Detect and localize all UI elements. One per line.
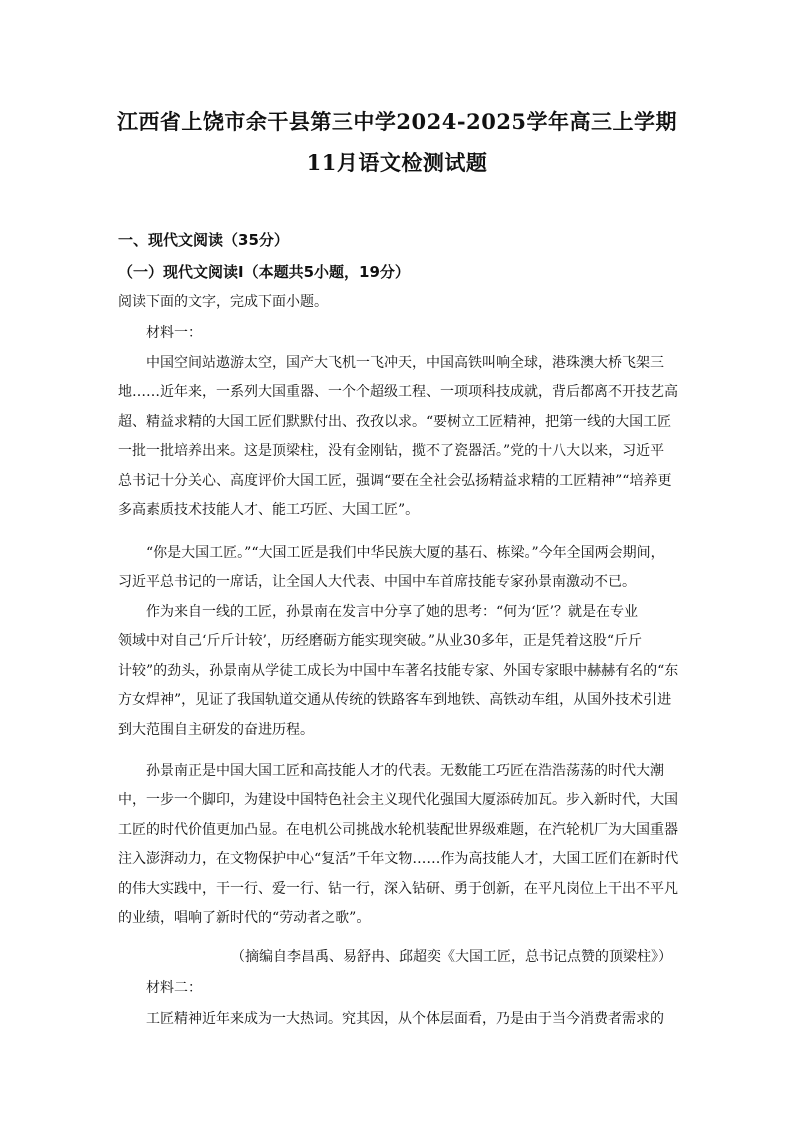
paragraph-line: 中，一步一个脚印，为建设中国特色社会主义现代化强国大厦添砖加瓦。步入新时代，大国 — [118, 792, 678, 809]
paragraph-line: 中国空间站遨游太空，国产大飞机一飞冲天，中国高铁叫响全球，港珠澳大桥飞架三 — [146, 355, 664, 371]
paragraph-line: 到大范围自主研发的奋进历程。 — [118, 721, 314, 738]
document-title-line2: 11月语文检测试题 — [306, 150, 488, 175]
subsection-heading: （一）现代文阅读Ⅰ（本题共5小题，19分） — [118, 263, 410, 281]
paragraph-line: 方女焊神”，见证了我国轨道交通从传统的铁路客车到地铁、高铁动车组，从国外技术引进 — [118, 692, 672, 709]
paragraph-line: “你是大国工匠。”“大国工匠是我们中华民族大厦的基石、栋梁。”今年全国两会期间， — [146, 545, 665, 561]
material1-paragraph-4 — [118, 757, 678, 933]
paragraph-line: 作为来自一线的工匠，孙景南在发言中分享了她的思考：“何为‘匠’？就是在专业 — [146, 604, 639, 620]
material2-label: 材料二： — [146, 980, 202, 996]
paragraph-line: 计较”的劲头，孙景南从学徒工成长为中国中车著名技能专家、外国专家眼中赫赫有名的“东 — [118, 662, 678, 679]
material1-label: 材料一： — [146, 325, 202, 341]
material1-paragraph-3 — [118, 598, 678, 745]
paragraph-line: 注入澎湃动力，在文物保护中心“复活”千年文物……作为高技能人才，大国工匠们在新时代 — [118, 851, 678, 868]
paragraph-line: 的伟大实践中，干一行、爱一行、钻一行，深入钻研、勇于创新，在平凡岗位上干出不平凡 — [118, 880, 678, 897]
section-heading: 一、现代文阅读（35分） — [118, 231, 289, 249]
material2-paragraph-1 — [118, 1005, 678, 1034]
material1-paragraph-2 — [118, 539, 678, 598]
paragraph-line: 工匠精神近年来成为一大热词。究其因，从个体层面看，乃是由于当今消费者需求的 — [146, 1011, 664, 1027]
material1-source: （摘编自李昌禹、易舒冉、邱超奕《大国工匠，总书记点赞的顶梁柱》） — [231, 949, 672, 965]
paragraph-line: 孙景南正是中国大国工匠和高技能人才的代表。无数能工巧匠在浩浩荡荡的时代大潮 — [146, 763, 664, 779]
paragraph-line: 工匠的时代价值更加凸显。在电机公司挑战水轮机装配世界级难题，在汽轮机厂为大国重器 — [118, 821, 678, 838]
paragraph-line: 多高素质技术技能人才、能工巧匠、大国工匠”。 — [118, 502, 420, 519]
paragraph-line: 习近平总书记的一席话，让全国人大代表、中国中车首席技能专家孙景南激动不已。 — [118, 574, 636, 591]
paragraph-line: 领域中对自己‘斤斤计较’，历经磨砺方能实现突破。”从业30多年，正是凭着这股“斤斤 — [118, 633, 643, 650]
material1-paragraph-1 — [118, 349, 678, 525]
reading-instruction: 阅读下面的文字，完成下面小题。 — [118, 294, 328, 310]
paragraph-line: 总书记十分关心、高度评价大国工匠，强调“要在全社会弘扬精益求精的工匠精神”“培养更 — [118, 472, 672, 489]
paragraph-line: 一批一批培养出来。这是顶梁柱，没有金刚钻，揽不了瓷器活。”党的十八大以来，习近平 — [118, 443, 665, 460]
document-title-line1: 江西省上饶市余干县第三中学2024-2025学年高三上学期 — [116, 109, 678, 134]
paragraph-line: 的业绩，唱响了新时代的“劳动者之歌”。 — [118, 910, 371, 927]
paragraph-line: 地……近年来，一系列大国重器、一个个超级工程、一项项科技成就，背后都离不开技艺高 — [118, 384, 678, 401]
paragraph-line: 超、精益求精的大国工匠们默默付出、孜孜以求。“要树立工匠精神，把第一线的大国工匠 — [118, 413, 672, 430]
